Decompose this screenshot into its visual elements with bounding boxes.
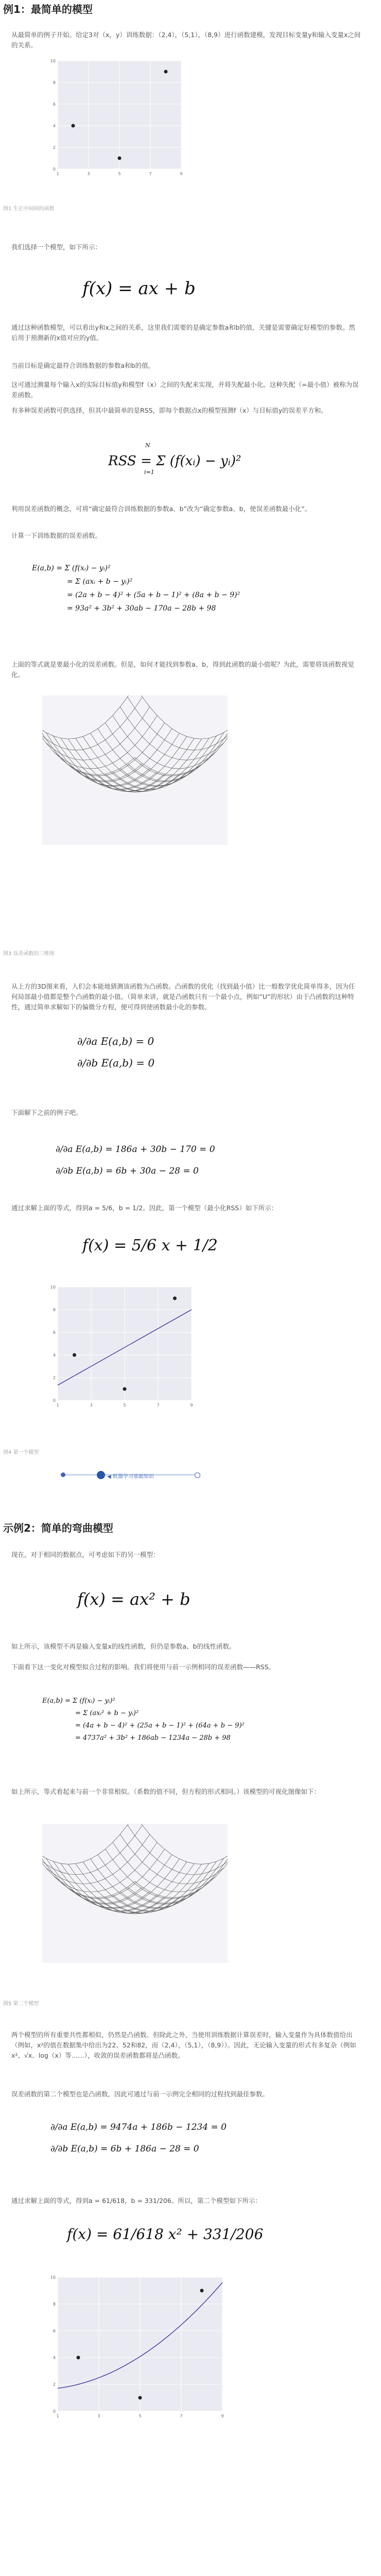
- expansion-line: = Σ (axᵢ + b − yᵢ)²: [67, 578, 133, 586]
- partial-line: ∂/∂b E(a,b) = 0: [77, 1057, 155, 1069]
- expansion-line: = 4737a² + 3b² + 186ab − 1234a − 28b + 98: [75, 1734, 231, 1742]
- figure-caption-3: 图3 误差函数的三维图: [3, 951, 55, 957]
- equation-partials-2: [50, 2116, 227, 2160]
- figure-slider[interactable]: [61, 1471, 200, 1479]
- expansion-line: = 93a² + 3b² + 30ab − 170a − 28b + 98: [67, 604, 216, 613]
- data-point: [73, 1353, 76, 1357]
- data-point: [77, 2356, 80, 2360]
- section2-title: 示例2：简单的弯曲模型: [3, 1522, 113, 1534]
- scatter-plot-1: [42, 56, 186, 184]
- expansion-line: = (2a + b − 4)² + (5a + b − 1)² + (8a + b − 9)²: [67, 591, 240, 599]
- slider-label: ◀ 机器学习基础知识: [107, 1474, 154, 1480]
- paragraph-result: 通过求解上面的等式，得到a = 5/6，b = 1/2。因此，第一个模型（最小化RSS）如下所示：: [11, 1204, 278, 1212]
- y-tick-label: 8: [53, 1308, 56, 1312]
- equation-solve-1: [56, 1139, 215, 1182]
- data-point: [72, 124, 75, 128]
- x-tick-label: 9: [190, 1403, 193, 1408]
- y-tick-label: 2: [53, 1376, 56, 1380]
- slider-knob[interactable]: [97, 1471, 105, 1479]
- paragraph-intro: 从最简单的例子开始。给定3对（x，y）训练数据：（2,4），（5,1），（8,9）进行函数建模，发现目标变量y和输入变量x之间的关系。: [11, 31, 361, 49]
- y-tick-label: 0: [53, 167, 56, 172]
- x-tick-label: 9: [180, 172, 183, 176]
- expansion-line: = Σ (axᵢ² + b − yᵢ)²: [75, 1709, 139, 1717]
- x-tick-label: 7: [180, 2414, 183, 2418]
- paragraph-rss: 这可通过测量每个输入x的实际目标值y和模型f（x）之间的失配来实现，并将失配最小化。这种失配（=最小值）被称为误差函数。: [11, 381, 359, 399]
- y-tick-label: 10: [50, 2275, 56, 2280]
- paragraph-s2-partial: 误差函数的第二个模型也是凸函数，因此可通过与前一示例完全相同的过程找到最佳参数。: [11, 2090, 269, 2098]
- paragraph-solve: 下面解下之前的例子吧。: [11, 1109, 82, 1116]
- x-tick-label: 1: [56, 172, 59, 176]
- y-tick-label: 6: [53, 2329, 56, 2333]
- x-tick-label: 9: [221, 2414, 224, 2418]
- partial-line: ∂/∂b E(a,b) = 6b + 186a − 28 = 0: [50, 2144, 199, 2154]
- paragraph-s2-result: 通过求解上面的等式，得到a = 61/618，b = 331/206。所以，第二个模型如下所示：: [11, 2197, 262, 2205]
- equation-partials-1: [77, 1030, 154, 1074]
- y-tick-label: 2: [53, 2382, 56, 2387]
- paragraph-s2-note: 如上所示，该模型不再是输入变量x的线性函数，但仍是参数a、b的线性函数。: [11, 1642, 236, 1650]
- paragraph-linear: 通过这种函数模型，可以看出y和x之间的关系，这里我们需要的是确定参数a和b的值，关键是需要确定好模型的参数。然后用于预测新的x值对应的y值。: [11, 324, 355, 342]
- sum-upper-n: N: [145, 442, 150, 449]
- y-tick-label: 0: [53, 1398, 56, 1403]
- y-tick-label: 4: [53, 124, 56, 128]
- equation-result-1: f(x) = 5/6 x + 1/2: [82, 1236, 218, 1255]
- x-tick-label: 5: [138, 2414, 142, 2418]
- surface-plot-2: [42, 1824, 228, 1963]
- y-tick-label: 0: [53, 2409, 56, 2414]
- figure-caption-1: 图1 生正中间间的函数: [3, 206, 55, 212]
- sum-lower-i: i=1: [144, 469, 154, 476]
- equation-rss: RSS = Σ (f(xᵢ) − yᵢ)²: [108, 453, 241, 469]
- y-tick-label: 4: [53, 1353, 56, 1358]
- x-tick-label: 7: [157, 1403, 160, 1408]
- x-tick-label: 1: [56, 1403, 59, 1408]
- slider-dot[interactable]: [61, 1472, 65, 1477]
- data-point: [123, 1387, 127, 1391]
- y-tick-label: 4: [53, 2355, 56, 2360]
- expansion-line: E(a,b) = Σ (f(xᵢ) − yᵢ)²: [32, 564, 111, 572]
- data-point: [200, 2289, 204, 2293]
- paragraph-model: 我们选择一个模型，如下所示：: [11, 243, 102, 251]
- x-tick-label: 5: [123, 1403, 126, 1408]
- paragraph-s2-convex: 两个模型的所有重要共性都相似，仍然是凸函数。但除此之外，当使用训练数据计算误差时，输入变量作为具体数值给出（例如，x²的值在数据集中给出为22、52和82，而（2,4），（5,1），（8,9））。因此，无论输入变量的形式有多复杂（例如x²、√x、log（x）等……），收敛的误差函数都将是凸函数。: [11, 2031, 356, 2059]
- equation-expansion-1: [32, 562, 240, 615]
- x-tick-label: 1: [56, 2414, 59, 2418]
- paragraph-s2-same: 如上所示，等式看起来与前一个非常相似。（系数的值不同，但方程的形式相同。）该模型的可视化图像如下：: [11, 1788, 321, 1795]
- data-point: [164, 70, 168, 74]
- section1-title: 例1：最简单的模型: [3, 3, 93, 15]
- expansion-line: E(a,b) = Σ (f(xᵢ) − yᵢ)²: [42, 1697, 115, 1705]
- data-point: [138, 2396, 142, 2400]
- y-tick-label: 10: [50, 59, 56, 63]
- solve-line: ∂/∂b E(a,b) = 6b + 30a − 28 = 0: [56, 1166, 199, 1176]
- equation-result-2: f(x) = 61/618 x² + 331/206: [67, 2226, 264, 2243]
- x-tick-label: 3: [97, 2414, 100, 2418]
- paragraph-rss2: 有多种误差函数可供选择，但其中最简单的是RSS，即每个数据点x的模型预测f（x）与目标值y的误差平方和。: [11, 406, 327, 414]
- y-tick-label: 8: [53, 2302, 56, 2307]
- figure-caption-4: 图4 第一个模型: [3, 1450, 39, 1455]
- x-tick-label: 5: [118, 172, 121, 176]
- paragraph-rss3: 利用误差函数的概念，可将“确定最符合训练数据的参数a、b”改为“确定参数a、b，使误差函数最小化”。: [11, 505, 311, 513]
- y-tick-label: 6: [53, 1330, 56, 1335]
- y-tick-label: 8: [53, 80, 56, 85]
- scatter-plot-3: [42, 2272, 228, 2427]
- equation-curve-model: f(x) = ax² + b: [77, 1589, 190, 1609]
- expansion-line: = (4a + b − 4)² + (25a + b − 1)² + (64a + b − 9)²: [75, 1722, 245, 1730]
- y-tick-label: 6: [53, 102, 56, 107]
- slider-dot[interactable]: [195, 1472, 200, 1478]
- solve-line: ∂/∂a E(a,b) = 186a + 30b − 170 = 0: [56, 1144, 215, 1155]
- surface-plot-1: [42, 696, 228, 845]
- paragraph-calc: 计算一下训练数据的误差函数。: [11, 532, 102, 539]
- x-tick-label: 3: [87, 172, 90, 176]
- equation-expansion-2: [42, 1695, 245, 1744]
- data-point: [173, 1297, 177, 1300]
- partial-line: ∂/∂a E(a,b) = 9474a + 186b − 1234 = 0: [50, 2122, 227, 2132]
- paragraph-s2-rss: 下面看下这一变化对模型拟合过程的影响。我们将使用与前一示例相同的误差函数——RSS。: [11, 1663, 275, 1671]
- paragraph-convex: 从上方的3D图来看，人们会本能地猜测该函数为凸函数。凸函数的优化（找到最小值）比一般数学优化简单得多，因为任何局部最小值都是整个凸函数的最小值。（简单来讲，就是凸函数只有一个最小点，例如“U”的形状）由于凸函数的这种特性，通过简单求解如下的偏微分方程，便可得到使函数最小化的参数。: [11, 982, 355, 1011]
- paragraph-surface: 上面的等式就是要最小化的误差函数。但是，如何才能找到参数a、b，得到此函数的最小值呢？为此，需要将该函数视觉化。: [11, 660, 354, 679]
- paragraph-params: 当前目标是确定最符合训练数据的参数a和b的值。: [11, 362, 155, 369]
- partial-line: ∂/∂a E(a,b) = 0: [77, 1035, 154, 1047]
- x-tick-label: 3: [90, 1403, 93, 1408]
- y-tick-label: 10: [50, 1285, 56, 1290]
- y-tick-label: 2: [53, 145, 56, 150]
- figure-caption-5: 图5 第二个模型: [3, 2001, 39, 2007]
- x-tick-label: 7: [149, 172, 152, 176]
- equation-linear-model: f(x) = ax + b: [82, 278, 196, 299]
- scatter-plot-2: [42, 1282, 197, 1416]
- paragraph-s2-intro: 现在，对于相同的数据点，可考虑如下的另一模型：: [11, 1551, 160, 1558]
- data-point: [118, 157, 122, 160]
